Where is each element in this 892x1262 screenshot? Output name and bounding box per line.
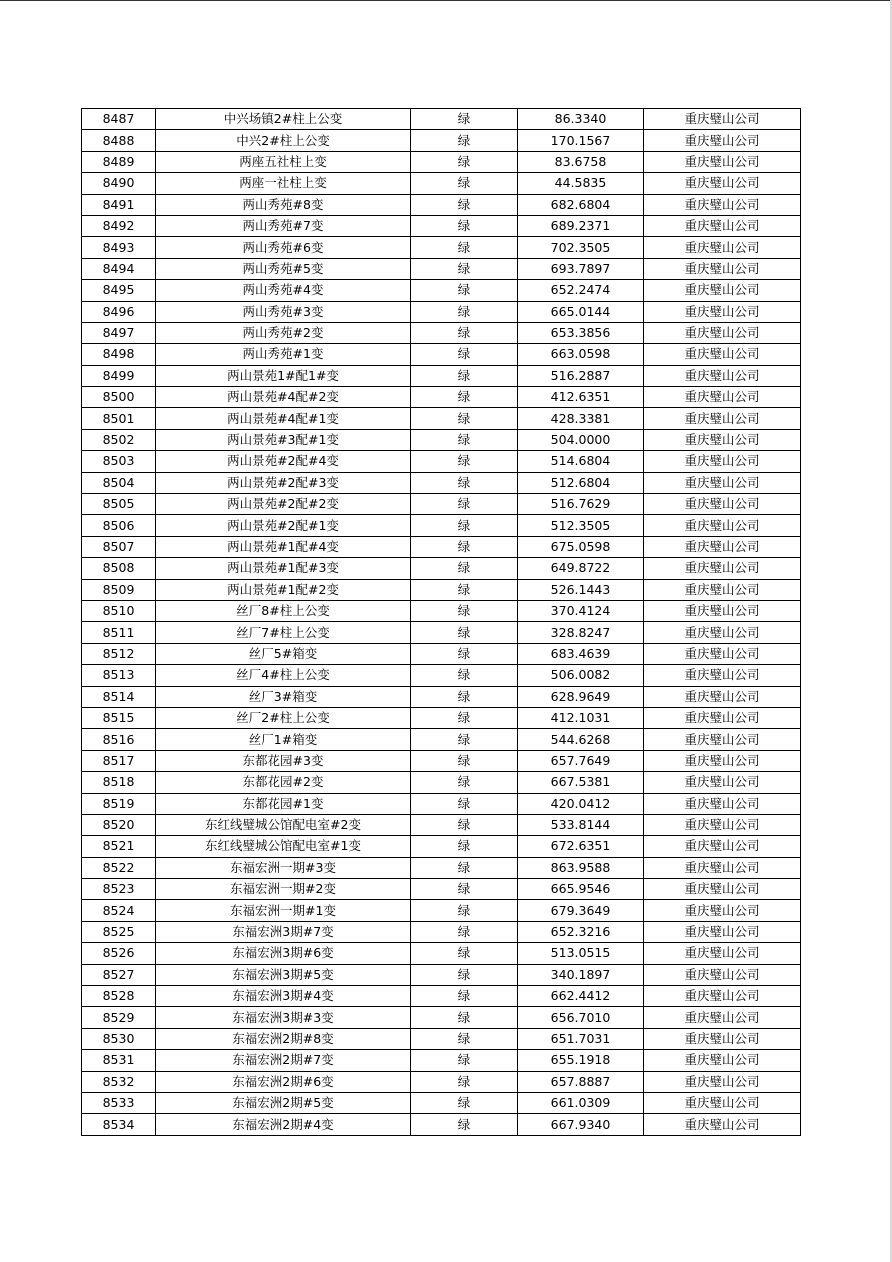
value-cell: 657.7649 (518, 750, 644, 771)
value-cell: 544.6268 (518, 729, 644, 750)
transformer-name-cell: 东红线璧城公馆配电室#1变 (156, 836, 411, 857)
company-cell: 重庆璧山公司 (644, 515, 801, 536)
value-cell: 652.3216 (518, 921, 644, 942)
company-cell: 重庆璧山公司 (644, 301, 801, 322)
value-cell: 652.2474 (518, 280, 644, 301)
status-color-cell: 绿 (411, 836, 518, 857)
transformer-name-cell: 东福宏洲3期#4变 (156, 986, 411, 1007)
table-row (82, 301, 801, 322)
status-color-cell: 绿 (411, 109, 518, 130)
status-color-cell: 绿 (411, 772, 518, 793)
table-row (82, 793, 801, 814)
status-color-cell: 绿 (411, 707, 518, 728)
value-cell: 516.2887 (518, 365, 644, 386)
company-cell: 重庆璧山公司 (644, 494, 801, 515)
table-row (82, 857, 801, 878)
status-color-cell: 绿 (411, 494, 518, 515)
transformer-name-cell: 东都花园#3变 (156, 750, 411, 771)
company-cell: 重庆璧山公司 (644, 536, 801, 557)
row-id-cell: 8506 (82, 515, 156, 536)
company-cell: 重庆璧山公司 (644, 365, 801, 386)
company-cell: 重庆璧山公司 (644, 1092, 801, 1113)
row-id-cell: 8496 (82, 301, 156, 322)
transformer-name-cell: 丝厂1#箱变 (156, 729, 411, 750)
value-cell: 679.3649 (518, 900, 644, 921)
value-cell: 420.0412 (518, 793, 644, 814)
status-color-cell: 绿 (411, 793, 518, 814)
transformer-name-cell: 东福宏洲3期#6变 (156, 943, 411, 964)
value-cell: 689.2371 (518, 215, 644, 236)
status-color-cell: 绿 (411, 151, 518, 172)
value-cell: 86.3340 (518, 109, 644, 130)
table-row (82, 814, 801, 835)
value-cell: 340.1897 (518, 964, 644, 985)
row-id-cell: 8487 (82, 109, 156, 130)
table-row (82, 1050, 801, 1071)
value-cell: 170.1567 (518, 130, 644, 151)
transformer-name-cell: 中兴场镇2#柱上公变 (156, 109, 411, 130)
table-row (82, 151, 801, 172)
transformer-name-cell: 丝厂4#柱上公变 (156, 665, 411, 686)
value-cell: 655.1918 (518, 1050, 644, 1071)
table-row (82, 365, 801, 386)
company-cell: 重庆璧山公司 (644, 280, 801, 301)
row-id-cell: 8493 (82, 237, 156, 258)
table-row (82, 707, 801, 728)
status-color-cell: 绿 (411, 729, 518, 750)
company-cell: 重庆璧山公司 (644, 1114, 801, 1135)
status-color-cell: 绿 (411, 451, 518, 472)
company-cell: 重庆璧山公司 (644, 215, 801, 236)
table-row (82, 600, 801, 621)
transformer-name-cell: 丝厂2#柱上公变 (156, 707, 411, 728)
table-row (82, 772, 801, 793)
company-cell: 重庆璧山公司 (644, 943, 801, 964)
company-cell: 重庆璧山公司 (644, 194, 801, 215)
row-id-cell: 8490 (82, 173, 156, 194)
status-color-cell: 绿 (411, 750, 518, 771)
value-cell: 412.1031 (518, 707, 644, 728)
value-cell: 628.9649 (518, 686, 644, 707)
company-cell: 重庆璧山公司 (644, 707, 801, 728)
transformer-name-cell: 两山景苑1#配1#变 (156, 365, 411, 386)
status-color-cell: 绿 (411, 1050, 518, 1071)
row-id-cell: 8501 (82, 408, 156, 429)
table-row (82, 258, 801, 279)
company-cell: 重庆璧山公司 (644, 772, 801, 793)
status-color-cell: 绿 (411, 1071, 518, 1092)
transformer-name-cell: 两山秀苑#3变 (156, 301, 411, 322)
value-cell: 667.5381 (518, 772, 644, 793)
table-row (82, 173, 801, 194)
transformer-name-cell: 两山景苑#3配#1变 (156, 429, 411, 450)
value-cell: 328.8247 (518, 622, 644, 643)
status-color-cell: 绿 (411, 344, 518, 365)
value-cell: 682.6804 (518, 194, 644, 215)
status-color-cell: 绿 (411, 558, 518, 579)
company-cell: 重庆璧山公司 (644, 879, 801, 900)
transformer-name-cell: 东福宏洲一期#3变 (156, 857, 411, 878)
status-color-cell: 绿 (411, 1114, 518, 1135)
transformer-name-cell: 东福宏洲一期#1变 (156, 900, 411, 921)
table-row (82, 237, 801, 258)
table-row (82, 943, 801, 964)
value-cell: 514.6804 (518, 451, 644, 472)
company-cell: 重庆璧山公司 (644, 579, 801, 600)
row-id-cell: 8503 (82, 451, 156, 472)
company-cell: 重庆璧山公司 (644, 600, 801, 621)
row-id-cell: 8512 (82, 643, 156, 664)
value-cell: 675.0598 (518, 536, 644, 557)
company-cell: 重庆璧山公司 (644, 643, 801, 664)
company-cell: 重庆璧山公司 (644, 686, 801, 707)
status-color-cell: 绿 (411, 665, 518, 686)
transformer-name-cell: 东福宏洲2期#6变 (156, 1071, 411, 1092)
transformer-name-cell: 东福宏洲2期#5变 (156, 1092, 411, 1113)
table-row (82, 665, 801, 686)
transformer-name-cell: 两座一社柱上变 (156, 173, 411, 194)
company-cell: 重庆璧山公司 (644, 814, 801, 835)
row-id-cell: 8499 (82, 365, 156, 386)
transformer-name-cell: 东福宏洲3期#3变 (156, 1007, 411, 1028)
transformer-name-cell: 两山秀苑#5变 (156, 258, 411, 279)
company-cell: 重庆璧山公司 (644, 472, 801, 493)
transformer-name-cell: 两山景苑#2配#1变 (156, 515, 411, 536)
row-id-cell: 8519 (82, 793, 156, 814)
value-cell: 516.7629 (518, 494, 644, 515)
transformer-name-cell: 两山秀苑#1变 (156, 344, 411, 365)
status-color-cell: 绿 (411, 365, 518, 386)
table-row (82, 408, 801, 429)
company-cell: 重庆璧山公司 (644, 151, 801, 172)
transformer-name-cell: 东都花园#2变 (156, 772, 411, 793)
row-id-cell: 8507 (82, 536, 156, 557)
company-cell: 重庆璧山公司 (644, 1050, 801, 1071)
value-cell: 667.9340 (518, 1114, 644, 1135)
value-cell: 651.7031 (518, 1028, 644, 1049)
status-color-cell: 绿 (411, 215, 518, 236)
company-cell: 重庆璧山公司 (644, 173, 801, 194)
table-row (82, 109, 801, 130)
value-cell: 665.9546 (518, 879, 644, 900)
status-color-cell: 绿 (411, 429, 518, 450)
company-cell: 重庆璧山公司 (644, 622, 801, 643)
table-row (82, 536, 801, 557)
transformer-name-cell: 两山秀苑#6变 (156, 237, 411, 258)
status-color-cell: 绿 (411, 173, 518, 194)
table-row (82, 579, 801, 600)
row-id-cell: 8502 (82, 429, 156, 450)
value-cell: 512.6804 (518, 472, 644, 493)
value-cell: 683.4639 (518, 643, 644, 664)
table-row (82, 387, 801, 408)
transformer-name-cell: 中兴2#柱上公变 (156, 130, 411, 151)
value-cell: 512.3505 (518, 515, 644, 536)
transformer-name-cell: 两山景苑#1配#4变 (156, 536, 411, 557)
status-color-cell: 绿 (411, 964, 518, 985)
row-id-cell: 8498 (82, 344, 156, 365)
status-color-cell: 绿 (411, 579, 518, 600)
company-cell: 重庆璧山公司 (644, 130, 801, 151)
transformer-name-cell: 东福宏洲2期#8变 (156, 1028, 411, 1049)
transformer-name-cell: 两山秀苑#4变 (156, 280, 411, 301)
company-cell: 重庆璧山公司 (644, 258, 801, 279)
company-cell: 重庆璧山公司 (644, 857, 801, 878)
transformer-name-cell: 东福宏洲一期#2变 (156, 879, 411, 900)
status-color-cell: 绿 (411, 408, 518, 429)
status-color-cell: 绿 (411, 879, 518, 900)
value-cell: 44.5835 (518, 173, 644, 194)
status-color-cell: 绿 (411, 237, 518, 258)
table-row (82, 643, 801, 664)
table-row (82, 558, 801, 579)
row-id-cell: 8504 (82, 472, 156, 493)
transformer-name-cell: 东红线璧城公馆配电室#2变 (156, 814, 411, 835)
table-row (82, 750, 801, 771)
company-cell: 重庆璧山公司 (644, 793, 801, 814)
company-cell: 重庆璧山公司 (644, 1071, 801, 1092)
row-id-cell: 8491 (82, 194, 156, 215)
row-id-cell: 8533 (82, 1092, 156, 1113)
row-id-cell: 8529 (82, 1007, 156, 1028)
value-cell: 428.3381 (518, 408, 644, 429)
status-color-cell: 绿 (411, 472, 518, 493)
row-id-cell: 8495 (82, 280, 156, 301)
row-id-cell: 8517 (82, 750, 156, 771)
value-cell: 665.0144 (518, 301, 644, 322)
company-cell: 重庆璧山公司 (644, 387, 801, 408)
company-cell: 重庆璧山公司 (644, 900, 801, 921)
transformer-name-cell: 丝厂3#箱变 (156, 686, 411, 707)
value-cell: 533.8144 (518, 814, 644, 835)
table-row (82, 964, 801, 985)
company-cell: 重庆璧山公司 (644, 237, 801, 258)
table-row (82, 472, 801, 493)
value-cell: 504.0000 (518, 429, 644, 450)
value-cell: 653.3856 (518, 322, 644, 343)
value-cell: 412.6351 (518, 387, 644, 408)
row-id-cell: 8527 (82, 964, 156, 985)
row-id-cell: 8509 (82, 579, 156, 600)
transformer-name-cell: 两座五社柱上变 (156, 151, 411, 172)
data-table (81, 108, 801, 1136)
company-cell: 重庆璧山公司 (644, 109, 801, 130)
status-color-cell: 绿 (411, 900, 518, 921)
row-id-cell: 8518 (82, 772, 156, 793)
status-color-cell: 绿 (411, 515, 518, 536)
row-id-cell: 8520 (82, 814, 156, 835)
table-row (82, 900, 801, 921)
status-color-cell: 绿 (411, 536, 518, 557)
table-row (82, 1007, 801, 1028)
row-id-cell: 8494 (82, 258, 156, 279)
transformer-name-cell: 丝厂7#柱上公变 (156, 622, 411, 643)
value-cell: 672.6351 (518, 836, 644, 857)
company-cell: 重庆璧山公司 (644, 322, 801, 343)
status-color-cell: 绿 (411, 194, 518, 215)
row-id-cell: 8510 (82, 600, 156, 621)
company-cell: 重庆璧山公司 (644, 429, 801, 450)
status-color-cell: 绿 (411, 686, 518, 707)
transformer-name-cell: 两山景苑#4配#2变 (156, 387, 411, 408)
transformer-name-cell: 东福宏洲2期#4变 (156, 1114, 411, 1135)
row-id-cell: 8525 (82, 921, 156, 942)
row-id-cell: 8514 (82, 686, 156, 707)
transformer-name-cell: 丝厂5#箱变 (156, 643, 411, 664)
row-id-cell: 8489 (82, 151, 156, 172)
table-row (82, 986, 801, 1007)
table-row (82, 215, 801, 236)
transformer-name-cell: 东福宏洲2期#7变 (156, 1050, 411, 1071)
value-cell: 702.3505 (518, 237, 644, 258)
table-row (82, 130, 801, 151)
row-id-cell: 8515 (82, 707, 156, 728)
transformer-name-cell: 两山秀苑#8变 (156, 194, 411, 215)
company-cell: 重庆璧山公司 (644, 986, 801, 1007)
row-id-cell: 8488 (82, 130, 156, 151)
value-cell: 693.7897 (518, 258, 644, 279)
table-row (82, 280, 801, 301)
row-id-cell: 8492 (82, 215, 156, 236)
table-row (82, 1071, 801, 1092)
table-body (82, 109, 801, 1136)
status-color-cell: 绿 (411, 301, 518, 322)
status-color-cell: 绿 (411, 814, 518, 835)
row-id-cell: 8508 (82, 558, 156, 579)
status-color-cell: 绿 (411, 387, 518, 408)
value-cell: 649.8722 (518, 558, 644, 579)
row-id-cell: 8523 (82, 879, 156, 900)
row-id-cell: 8524 (82, 900, 156, 921)
status-color-cell: 绿 (411, 622, 518, 643)
value-cell: 662.4412 (518, 986, 644, 1007)
table-row (82, 921, 801, 942)
value-cell: 506.0082 (518, 665, 644, 686)
row-id-cell: 8526 (82, 943, 156, 964)
table-row (82, 1028, 801, 1049)
row-id-cell: 8531 (82, 1050, 156, 1071)
company-cell: 重庆璧山公司 (644, 558, 801, 579)
table-row (82, 622, 801, 643)
status-color-cell: 绿 (411, 1028, 518, 1049)
status-color-cell: 绿 (411, 986, 518, 1007)
company-cell: 重庆璧山公司 (644, 750, 801, 771)
value-cell: 370.4124 (518, 600, 644, 621)
transformer-name-cell: 两山景苑#2配#3变 (156, 472, 411, 493)
table-row (82, 1092, 801, 1113)
table-row (82, 344, 801, 365)
value-cell: 83.6758 (518, 151, 644, 172)
value-cell: 513.0515 (518, 943, 644, 964)
transformer-name-cell: 两山秀苑#7变 (156, 215, 411, 236)
table-row (82, 515, 801, 536)
status-color-cell: 绿 (411, 258, 518, 279)
row-id-cell: 8528 (82, 986, 156, 1007)
table-row (82, 429, 801, 450)
value-cell: 526.1443 (518, 579, 644, 600)
transformer-name-cell: 两山景苑#4配#1变 (156, 408, 411, 429)
value-cell: 656.7010 (518, 1007, 644, 1028)
table-row (82, 494, 801, 515)
row-id-cell: 8534 (82, 1114, 156, 1135)
company-cell: 重庆璧山公司 (644, 964, 801, 985)
company-cell: 重庆璧山公司 (644, 1028, 801, 1049)
row-id-cell: 8521 (82, 836, 156, 857)
value-cell: 863.9588 (518, 857, 644, 878)
status-color-cell: 绿 (411, 1007, 518, 1028)
company-cell: 重庆璧山公司 (644, 729, 801, 750)
row-id-cell: 8511 (82, 622, 156, 643)
transformer-name-cell: 两山景苑#2配#2变 (156, 494, 411, 515)
company-cell: 重庆璧山公司 (644, 921, 801, 942)
table-row (82, 194, 801, 215)
company-cell: 重庆璧山公司 (644, 665, 801, 686)
table-row (82, 686, 801, 707)
table-row (82, 322, 801, 343)
row-id-cell: 8532 (82, 1071, 156, 1092)
value-cell: 661.0309 (518, 1092, 644, 1113)
row-id-cell: 8516 (82, 729, 156, 750)
row-id-cell: 8513 (82, 665, 156, 686)
company-cell: 重庆璧山公司 (644, 408, 801, 429)
status-color-cell: 绿 (411, 322, 518, 343)
status-color-cell: 绿 (411, 643, 518, 664)
table-row (82, 729, 801, 750)
status-color-cell: 绿 (411, 943, 518, 964)
status-color-cell: 绿 (411, 857, 518, 878)
company-cell: 重庆璧山公司 (644, 836, 801, 857)
status-color-cell: 绿 (411, 921, 518, 942)
table-row (82, 1114, 801, 1135)
row-id-cell: 8530 (82, 1028, 156, 1049)
row-id-cell: 8497 (82, 322, 156, 343)
value-cell: 663.0598 (518, 344, 644, 365)
table-row (82, 879, 801, 900)
status-color-cell: 绿 (411, 130, 518, 151)
status-color-cell: 绿 (411, 280, 518, 301)
transformer-name-cell: 两山景苑#1配#2变 (156, 579, 411, 600)
company-cell: 重庆璧山公司 (644, 451, 801, 472)
company-cell: 重庆璧山公司 (644, 344, 801, 365)
value-cell: 657.8887 (518, 1071, 644, 1092)
status-color-cell: 绿 (411, 1092, 518, 1113)
transformer-name-cell: 东福宏洲3期#7变 (156, 921, 411, 942)
transformer-name-cell: 两山景苑#1配#3变 (156, 558, 411, 579)
table-row (82, 451, 801, 472)
table-row (82, 836, 801, 857)
row-id-cell: 8522 (82, 857, 156, 878)
transformer-name-cell: 东都花园#1变 (156, 793, 411, 814)
transformer-name-cell: 两山景苑#2配#4变 (156, 451, 411, 472)
row-id-cell: 8500 (82, 387, 156, 408)
transformer-name-cell: 丝厂8#柱上公变 (156, 600, 411, 621)
page-top-border (0, 0, 892, 1)
company-cell: 重庆璧山公司 (644, 1007, 801, 1028)
transformer-name-cell: 两山秀苑#2变 (156, 322, 411, 343)
row-id-cell: 8505 (82, 494, 156, 515)
status-color-cell: 绿 (411, 600, 518, 621)
transformer-name-cell: 东福宏洲3期#5变 (156, 964, 411, 985)
